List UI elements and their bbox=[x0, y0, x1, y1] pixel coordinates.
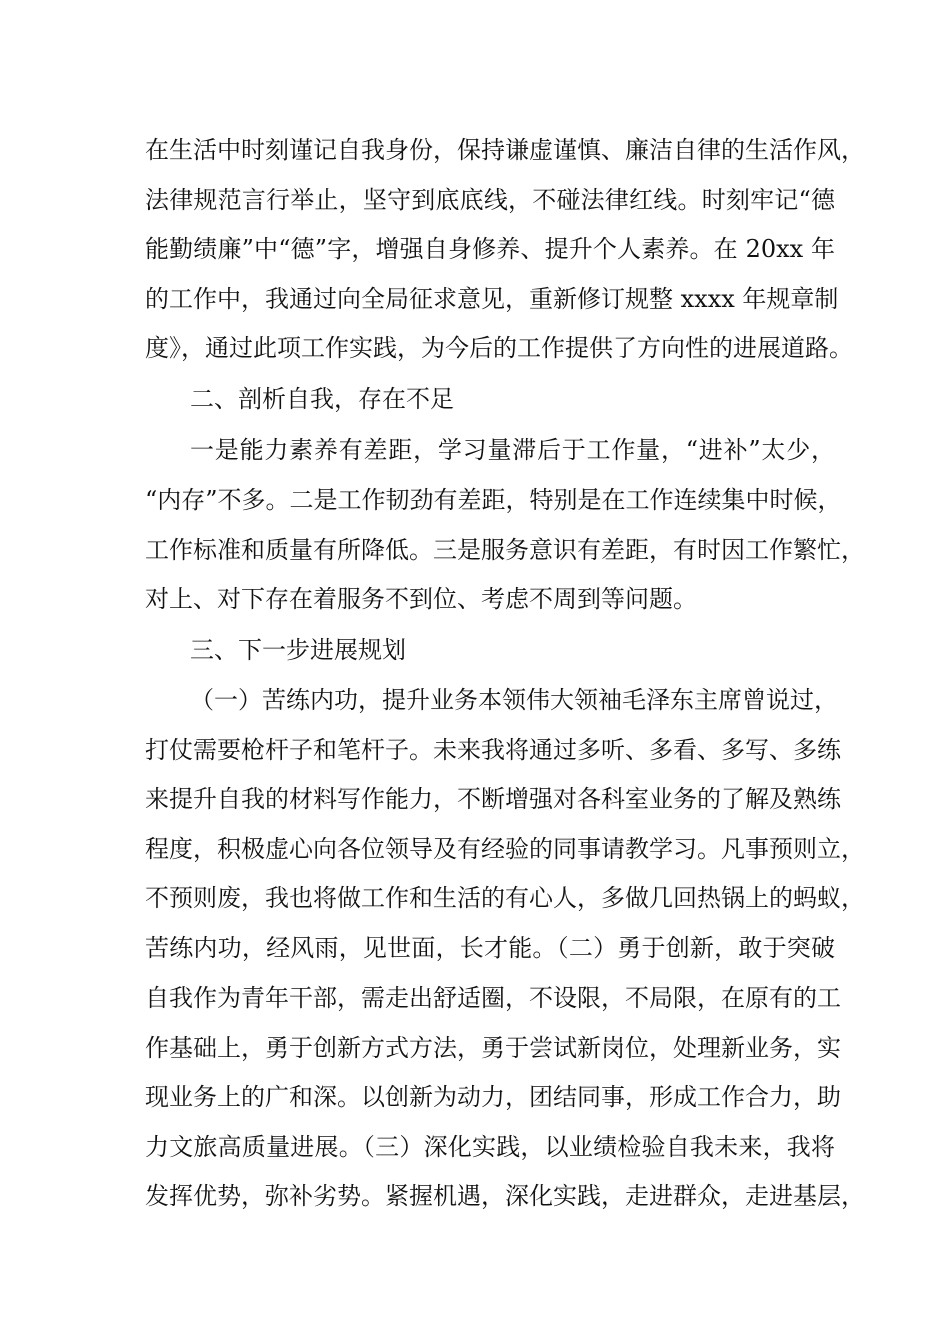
body-line: 发挥优势，弥补劣势。紧握机遇，深化实践，走进群众，走进基层， bbox=[145, 1182, 865, 1210]
body-line: 力文旅高质量进展。（三）深化实践，以业绩检验自我未来，我将 bbox=[145, 1133, 835, 1161]
body-line: 不预则废，我也将做工作和生活的有心人，多做几回热锅上的蚂蚁， bbox=[145, 884, 865, 912]
body-line: 一是能力素养有差距，学习量滞后于工作量，“进补”太少， bbox=[190, 436, 835, 464]
body-line: 苦练内功，经风雨，见世面，长才能。（二）勇于创新，敢于突破 bbox=[145, 934, 835, 962]
body-line: 来提升自我的材料写作能力，不断增强对各科室业务的了解及熟练 bbox=[145, 785, 841, 813]
body-line: 打仗需要枪杆子和笔杆子。未来我将通过多听、多看、多写、多练 bbox=[145, 736, 841, 764]
body-line: （一）苦练内功，提升业务本领伟大领袖毛泽东主席曾说过， bbox=[190, 686, 838, 714]
body-line: 现业务上的广和深。以创新为动力，团结同事，形成工作合力，助 bbox=[145, 1083, 841, 1111]
body-line: 程度，积极虚心向各位领导及有经验的同事请教学习。凡事预则立， bbox=[145, 835, 865, 863]
body-line: 能勤绩廉”中“德”字，增强自身修养、提升个人素养。在 20xx 年 bbox=[145, 235, 835, 263]
body-line: 在生活中时刻谨记自我身份，保持谦虚谨慎、廉洁自律的生活作风， bbox=[145, 136, 865, 164]
body-line: 法律规范言行举止，坚守到底底线，不碰法律红线。时刻牢记“德 bbox=[145, 186, 835, 214]
section-heading-3: 三、下一步进展规划 bbox=[190, 636, 406, 664]
body-line: 的工作中，我通过向全局征求意见，重新修订规整 xxxx 年规章制 bbox=[145, 285, 839, 313]
body-line: 工作标准和质量有所降低。三是服务意识有差距，有时因工作繁忙， bbox=[145, 536, 865, 564]
body-line: 度》，通过此项工作实践，为今后的工作提供了方向性的进展道路。 bbox=[145, 334, 853, 362]
section-heading-2: 二、剖析自我，存在不足 bbox=[190, 385, 454, 413]
body-line: 作基础上，勇于创新方式方法，勇于尝试新岗位，处理新业务，实 bbox=[145, 1034, 841, 1062]
body-line: 对上、对下存在着服务不到位、考虑不周到等问题。 bbox=[145, 585, 697, 613]
body-line: 自我作为青年干部，需走出舒适圈，不设限，不局限，在原有的工 bbox=[145, 984, 841, 1012]
body-line: “内存”不多。二是工作韧劲有差距，特别是在工作连续集中时候， bbox=[145, 486, 842, 514]
